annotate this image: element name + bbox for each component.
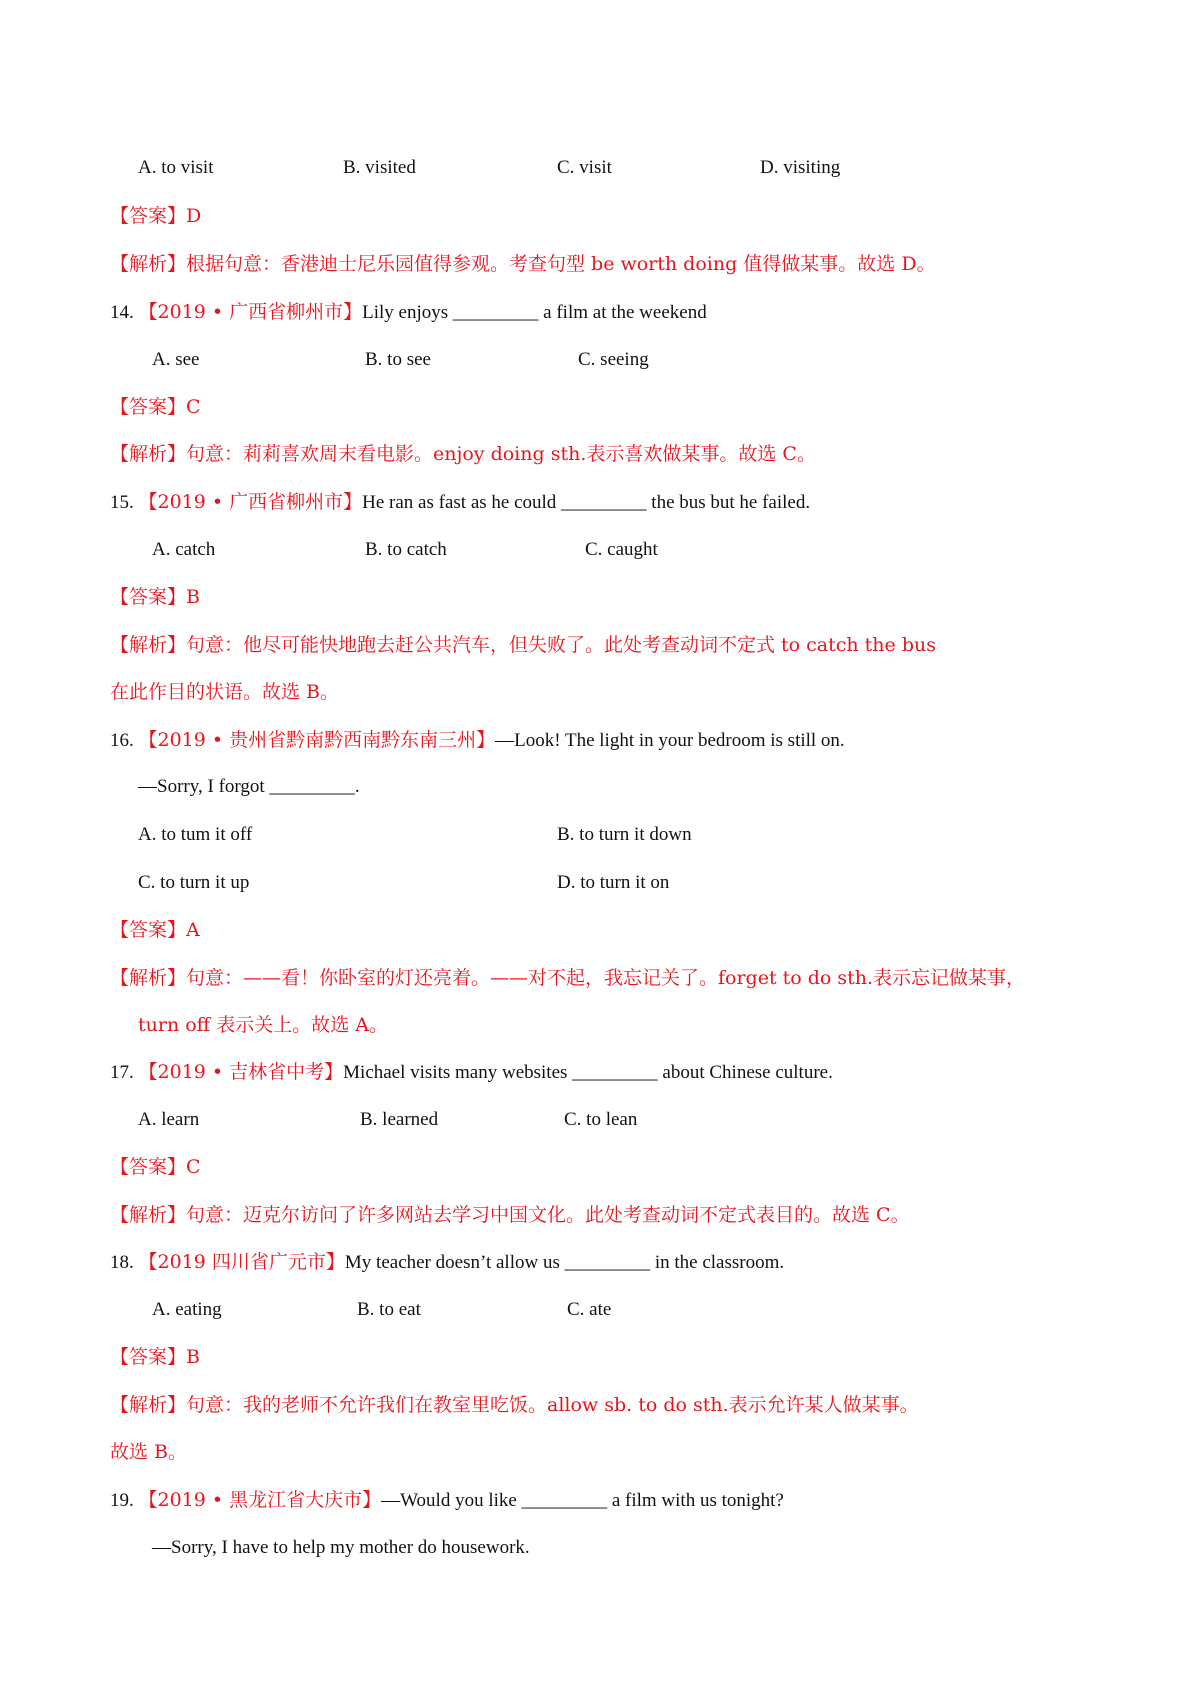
q17-number: 17. — [110, 1062, 134, 1083]
q15-stem: He ran as fast as he could _________ the bus but he failed. — [362, 492, 811, 513]
q17-option-c: C. to lean — [564, 1109, 638, 1130]
q17-option-b: B. learned — [360, 1109, 439, 1130]
q14-option-b: B. to see — [365, 349, 431, 370]
q16-stem: —Look! The light in your bedroom is still on. — [495, 730, 845, 751]
q18-question — [110, 1249, 784, 1276]
q18-answer: 【答案】B — [110, 1346, 200, 1368]
q14-answer: 【答案】C — [110, 396, 201, 418]
q15-option-c: C. caught — [585, 539, 658, 560]
q13-option-c: C. visit — [557, 157, 612, 178]
q16-option-a: A. to tum it off — [138, 824, 253, 845]
q17-question — [110, 1059, 833, 1086]
q16-analysis-line-1: 【解析】句意：——看！你卧室的灯还亮着。——对不起，我忘记关了。forget to do sth.表示忘记做某事， — [110, 967, 1026, 989]
q15-number: 15. — [110, 492, 134, 513]
q17-option-a: A. learn — [138, 1109, 200, 1130]
q18-option-c: C. ate — [567, 1299, 612, 1320]
q18-analysis-line-2: 故选 B。 — [110, 1441, 188, 1463]
q14-option-a: A. see — [152, 349, 200, 370]
q13-option-d: D. visiting — [760, 157, 841, 178]
q16-source: 【2019 • 贵州省黔南黔西南黔东南三州】 — [138, 729, 496, 751]
q17-analysis: 【解析】句意：迈克尔访问了许多网站去学习中国文化。此处考查动词不定式表目的。故选 C。 — [110, 1204, 910, 1226]
q13-option-b: B. visited — [343, 157, 416, 178]
q15-option-a: A. catch — [152, 539, 216, 560]
q16-option-d: D. to turn it on — [557, 872, 670, 893]
q19-number: 19. — [110, 1490, 134, 1511]
q19-stem-line-2: —Sorry, I have to help my mother do housework. — [152, 1537, 530, 1558]
q17-source: 【2019 • 吉林省中考】 — [138, 1061, 344, 1083]
q14-option-c: C. seeing — [578, 349, 649, 370]
q15-analysis-line-2: 在此作目的状语。故选 B。 — [110, 681, 340, 703]
q15-question — [110, 489, 810, 516]
q19-source: 【2019 • 黑龙江省大庆市】 — [138, 1489, 382, 1511]
q17-stem: Michael visits many websites _________ about Chinese culture. — [343, 1062, 833, 1083]
q15-source: 【2019 • 广西省柳州市】 — [138, 491, 363, 513]
q18-number: 18. — [110, 1252, 134, 1273]
q13-analysis: 【解析】根据句意：香港迪士尼乐园值得参观。考查句型 be worth doing 值得做某事。故选 D。 — [110, 253, 936, 275]
q15-option-b: B. to catch — [365, 539, 447, 560]
q17-answer: 【答案】C — [110, 1156, 201, 1178]
q18-analysis-line-1: 【解析】句意：我的老师不允许我们在教室里吃饭。allow sb. to do sth.表示允许某人做某事。 — [110, 1394, 919, 1416]
q13-option-a: A. to visit — [138, 157, 214, 178]
q14-question — [110, 299, 707, 326]
q15-answer: 【答案】B — [110, 586, 200, 608]
q16-option-b: B. to turn it down — [557, 824, 692, 845]
q16-number: 16. — [110, 730, 134, 751]
q18-stem: My teacher doesn’t allow us _________ in the classroom. — [344, 1252, 785, 1273]
q18-option-b: B. to eat — [357, 1299, 421, 1320]
q14-number: 14. — [110, 302, 134, 323]
q19-stem: —Would you like _________ a film with us tonight? — [381, 1490, 784, 1511]
q14-analysis: 【解析】句意：莉莉喜欢周末看电影。enjoy doing sth.表示喜欢做某事。故选 C。 — [110, 443, 816, 465]
q13-answer: 【答案】D — [110, 205, 202, 227]
q16-analysis-line-2: turn off 表示关上。故选 A。 — [138, 1014, 388, 1036]
q18-option-a: A. eating — [152, 1299, 222, 1320]
q19-question — [110, 1487, 784, 1514]
q15-analysis-line-1: 【解析】句意：他尽可能快地跑去赶公共汽车，但失败了。此处考查动词不定式 to catch the bus — [110, 634, 936, 656]
q14-source: 【2019 • 广西省柳州市】 — [138, 301, 363, 323]
q14-stem: Lily enjoys _________ a film at the weekend — [362, 302, 707, 323]
q16-stem-line-2: —Sorry, I forgot _________. — [138, 776, 360, 797]
q18-source: 【2019 四川省广元市】 — [138, 1251, 345, 1273]
q16-question — [110, 727, 845, 754]
q16-option-c: C. to turn it up — [138, 872, 250, 893]
q16-answer: 【答案】A — [110, 919, 200, 941]
